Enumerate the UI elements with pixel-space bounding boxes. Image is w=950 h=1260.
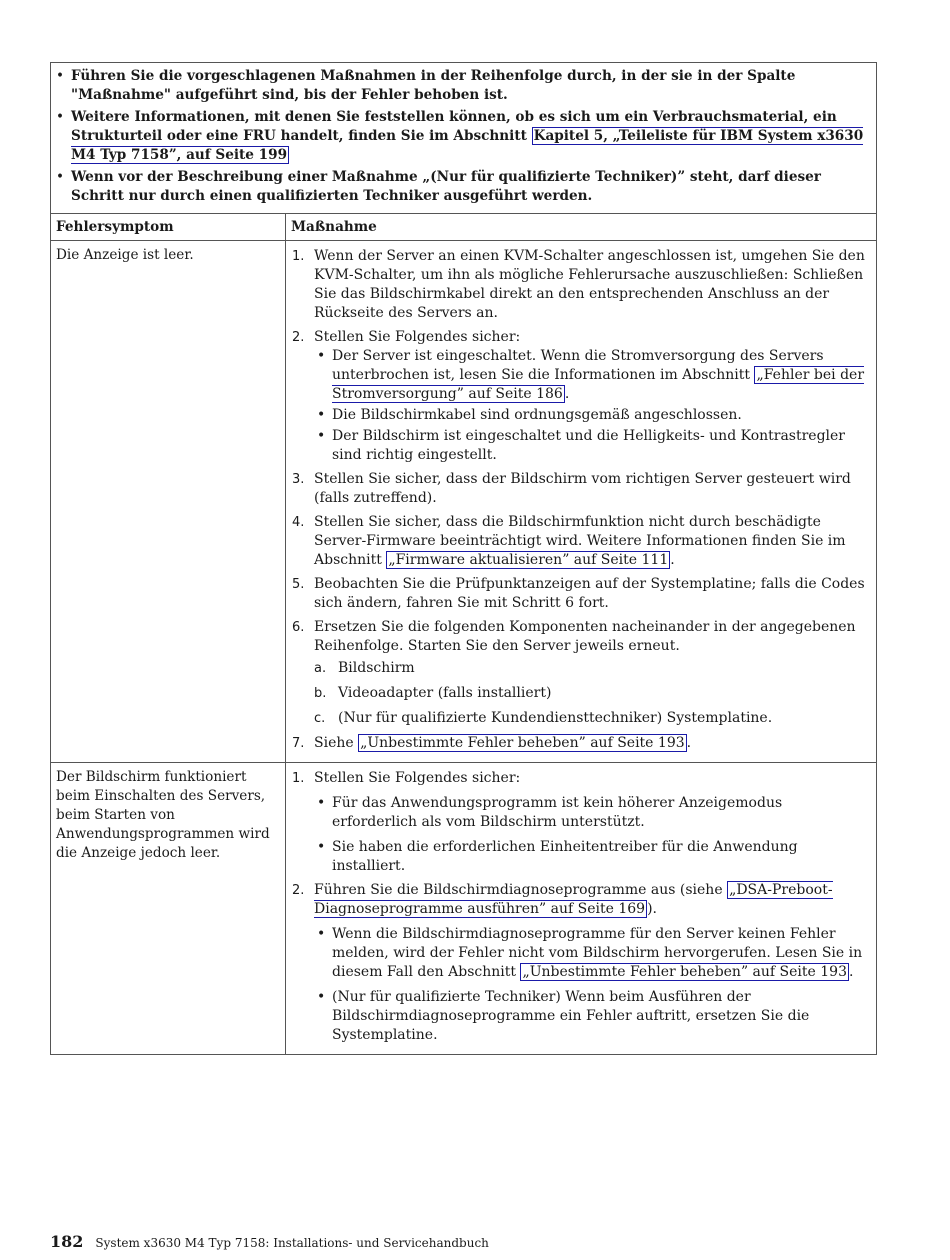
bullet-text: Wenn die Bildschirmdiagnoseprogramme für den Server keinen Fehler melden, wird der Fehler nicht vom Bildschirm hervorgerufen. Lesen Sie in diesem Fall den Abschnitt	[332, 926, 863, 980]
step-number: 1.	[292, 249, 305, 264]
bullet-icon: •	[317, 428, 326, 444]
step-text-after: .	[686, 735, 692, 751]
cross-reference-link[interactable]: „Fehler bei der Stromversorgung” auf Seite 186	[332, 367, 865, 402]
cross-reference-link[interactable]: „Firmware aktualisieren” auf Seite 111	[388, 552, 669, 568]
cross-reference-link[interactable]: „DSA-Preboot-Diagnoseprogramme ausführen” auf Seite 169	[314, 882, 833, 917]
bullet-text-after: .	[564, 386, 570, 402]
step-number: 6.	[292, 620, 305, 635]
bullet-icon: •	[56, 109, 65, 125]
step-item	[290, 618, 870, 728]
bullet-item	[314, 925, 870, 982]
header-row	[51, 214, 877, 241]
step-number: 4.	[292, 515, 305, 530]
bullet-icon: •	[317, 839, 326, 855]
action-cell	[286, 763, 877, 1055]
sub-text: Bildschirm	[338, 660, 415, 676]
step-text: Siehe	[314, 735, 359, 751]
bullet-icon: •	[317, 926, 326, 942]
bullet-item	[314, 427, 870, 465]
step-text: Stellen Sie sicher, dass der Bildschirm vom richtigen Server gesteuert wird (falls zutreffend).	[314, 471, 851, 506]
notes-row	[51, 63, 877, 214]
bullet-text: Sie haben die erforderlichen Einheitentreiber für die Anwendung installiert.	[332, 839, 798, 874]
sub-text: (Nur für qualifizierte Kundendiensttechniker) Systemplatine.	[338, 710, 773, 726]
action-cell	[286, 241, 877, 763]
bullet-icon: •	[56, 169, 65, 185]
symptom-cell: Der Bildschirm funktioniert beim Einschalten des Servers, beim Starten von Anwendungsprogrammen wird die Anzeige jedoch leer.	[51, 763, 286, 1055]
bullet-item	[314, 794, 870, 832]
page-number: 182	[50, 1232, 84, 1251]
bullet-text: Der Server ist eingeschaltet. Wenn die Stromversorgung des Servers unterbrochen ist, lesen Sie die Informationen im Abschnitt	[332, 348, 824, 383]
table-row	[51, 763, 877, 1055]
bullet-text: (Nur für qualifizierte Techniker) Wenn beim Ausführen der Bildschirmdiagnoseprogramme ein Fehler auftritt, ersetzen Sie die Systemplatine.	[332, 989, 810, 1043]
step-text: Führen Sie die Bildschirmdiagnoseprogramme aus (siehe	[314, 882, 728, 898]
bullet-item	[314, 406, 870, 425]
bullet-text: Der Bildschirm ist eingeschaltet und die Helligkeits- und Kontrastregler sind richtig eingestellt.	[332, 428, 846, 463]
footer-title: System x3630 M4 Typ 7158: Installations- und Servicehandbuch	[95, 1236, 489, 1250]
notes-cell	[51, 63, 877, 214]
bullet-icon: •	[56, 68, 65, 84]
bullet-text: Die Bildschirmkabel sind ordnungsgemäß angeschlossen.	[332, 407, 742, 423]
note-item	[55, 108, 868, 165]
note-item	[55, 168, 868, 206]
step-text: Stellen Sie Folgendes sicher:	[314, 329, 521, 345]
step-item	[290, 734, 870, 753]
sub-number: a.	[314, 661, 327, 676]
bullet-icon: •	[317, 348, 326, 364]
note-item	[55, 67, 868, 105]
sub-number: c.	[314, 711, 326, 726]
column-header-symptom: Fehlersymptom	[51, 214, 286, 241]
step-number: 7.	[292, 736, 305, 751]
sub-text: Videoadapter (falls installiert)	[338, 685, 552, 701]
step-text: Stellen Sie sicher, dass die Bildschirmfunktion nicht durch beschädigte Server-Firmware beeinträchtigt wird. Weitere Informationen finden Sie im Abschnitt	[314, 514, 846, 568]
step-item	[290, 247, 870, 323]
step-text-after: ).	[647, 901, 658, 917]
bullet-item	[314, 838, 870, 876]
step-text: Ersetzen Sie die folgenden Komponenten nacheinander in der angegebenen Reihenfolge. Starten Sie den Server jeweils erneut.	[314, 619, 856, 654]
step-item	[290, 328, 870, 465]
sub-item	[314, 684, 870, 703]
step-item	[290, 513, 870, 570]
step-item	[290, 575, 870, 613]
note-text: Wenn vor der Beschreibung einer Maßnahme „(Nur für qualifizierte Techniker)” steht, darf dieser Schritt nur durch einen qualifizierten Techniker ausgeführt werden.	[71, 169, 821, 204]
bullet-item	[314, 988, 870, 1045]
document-page	[50, 62, 876, 1055]
note-text: Weitere Informationen, mit denen Sie feststellen können, ob es sich um ein Verbrauchsmaterial, ein Strukturteil oder eine FRU handelt, finden Sie im Abschnitt	[71, 109, 837, 144]
troubleshooting-table	[50, 62, 877, 1055]
step-text-after: .	[670, 552, 675, 568]
step-text: Stellen Sie Folgendes sicher:	[314, 770, 521, 786]
bullet-text: Für das Anwendungsprogramm ist kein höherer Anzeigemodus erforderlich als vom Bildschirm unterstützt.	[332, 795, 783, 830]
step-item	[290, 881, 870, 1045]
sub-number: b.	[314, 686, 327, 701]
step-number: 1.	[292, 771, 305, 786]
step-text: Beobachten Sie die Prüfpunktanzeigen auf der Systemplatine; falls die Codes sich ändern, fahren Sie mit Schritt 6 fort.	[314, 576, 865, 611]
bullet-text-after: .	[849, 964, 854, 980]
step-item	[290, 470, 870, 508]
bullet-item	[314, 347, 870, 404]
page-footer	[50, 1232, 489, 1251]
step-number: 2.	[292, 883, 305, 898]
note-text: Führen Sie die vorgeschlagenen Maßnahmen in der Reihenfolge durch, in der sie in der Spalte "Maßnahme" aufgeführt sind, bis der Fehler behoben ist.	[71, 68, 796, 103]
step-number: 3.	[292, 472, 305, 487]
cross-reference-link[interactable]: „Unbestimmte Fehler beheben” auf Seite 193	[522, 964, 847, 980]
step-text: Wenn der Server an einen KVM-Schalter angeschlossen ist, umgehen Sie den KVM-Schalter, um ihn als mögliche Fehlerursache auszuschließen: Schließen Sie das Bildschirmkabel direkt an den entsprechenden Anschluss an der Rückseite des Servers an.	[314, 248, 865, 321]
table-row	[51, 241, 877, 763]
bullet-icon: •	[317, 407, 326, 423]
step-number: 2.	[292, 330, 305, 345]
bullet-icon: •	[317, 795, 326, 811]
column-header-action: Maßnahme	[286, 214, 877, 241]
cross-reference-link[interactable]: „Unbestimmte Fehler beheben” auf Seite 193	[360, 735, 685, 751]
bullet-icon: •	[317, 989, 326, 1005]
step-number: 5.	[292, 577, 305, 592]
symptom-cell: Die Anzeige ist leer.	[51, 241, 286, 763]
step-item	[290, 769, 870, 876]
sub-item	[314, 709, 870, 728]
sub-item	[314, 659, 870, 678]
cross-reference-link[interactable]: Kapitel 5, „Teileliste für IBM System x3630 M4 Typ 7158”, auf Seite 199	[71, 128, 864, 163]
